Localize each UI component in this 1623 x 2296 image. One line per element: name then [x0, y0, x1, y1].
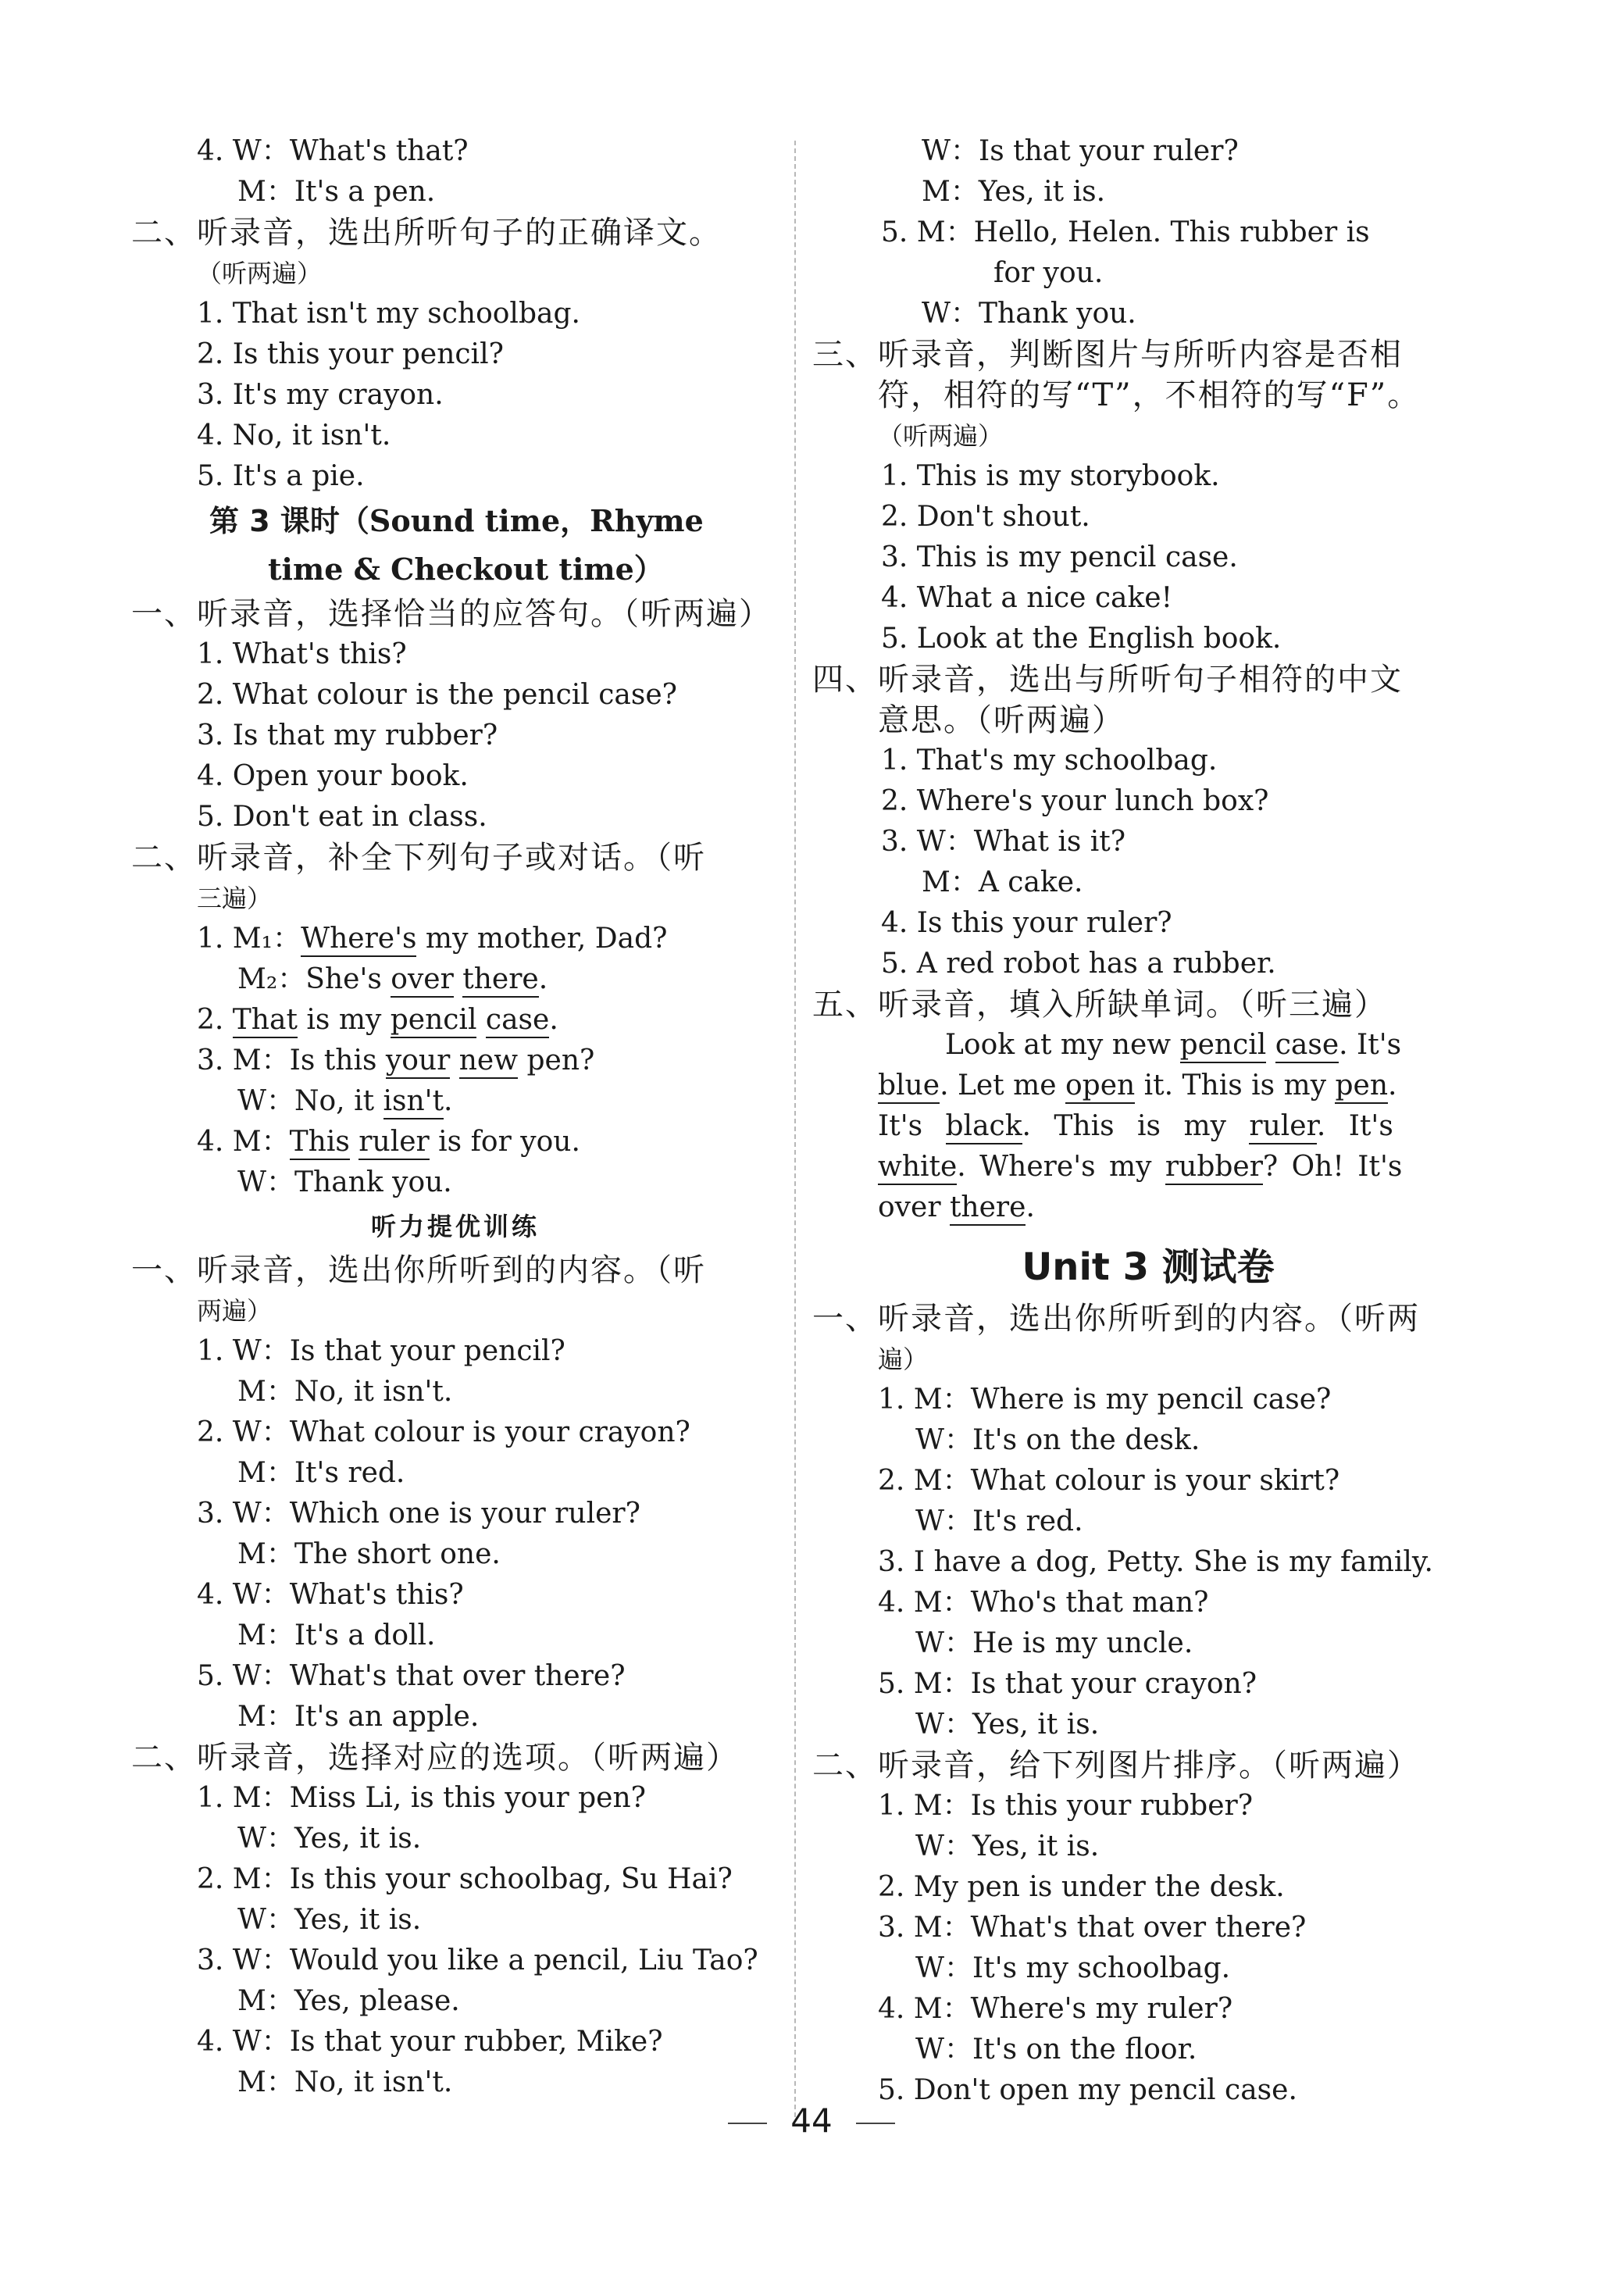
answer-blank: your	[386, 1044, 450, 1079]
list-item: 1. That's my schoolbag.	[881, 745, 1218, 777]
text: Look at my new	[945, 1029, 1180, 1061]
list-item: 2. M：Is this your schoolbag, Su Hai?	[197, 1863, 733, 1895]
list-item: 4. Open your book.	[197, 760, 469, 792]
text: . Let me	[940, 1069, 1065, 1102]
right-column	[812, 131, 1484, 2111]
lesson-title-en: （Sound time，Rhyme	[339, 503, 704, 538]
section-heading: 二、听录音，给下列图片排序。（听两遍）	[812, 1748, 1420, 1784]
fill-item	[131, 1081, 779, 1122]
list-item: 5. Don't eat in class.	[197, 801, 487, 833]
section-heading-cont: 意思。（听两遍）	[878, 702, 1125, 738]
passage-line	[812, 1147, 1484, 1187]
list-item: M：A cake.	[922, 866, 1083, 898]
passage-line	[812, 1025, 1484, 1066]
left-column	[131, 131, 779, 2103]
list-item: 2. W：What colour is your crayon?	[197, 1416, 690, 1448]
text: over	[878, 1191, 950, 1223]
section-heading: 二、听录音，选出所听句子的正确译文。	[131, 215, 722, 251]
text: is my	[297, 1004, 391, 1036]
answer-blank: new	[459, 1044, 518, 1079]
list-item: 5. W：What's that over there?	[197, 1660, 626, 1692]
list-item: 3. W：Would you like a pencil, Liu Tao?	[197, 1944, 758, 1976]
fill-item	[131, 1041, 779, 1081]
column-divider	[794, 141, 796, 2117]
list-item: 2. My pen is under the desk.	[878, 1871, 1285, 1903]
list-item: 5. Don't open my pencil case.	[878, 2074, 1297, 2106]
list-item: 3. M：What's that over there?	[878, 1912, 1307, 1944]
text: .	[1388, 1069, 1397, 1102]
training-heading: 听力提优训练	[370, 1212, 540, 1241]
list-item: 4. Is this your ruler?	[881, 907, 1172, 939]
list-item: 5. M：Is that your crayon?	[878, 1668, 1257, 1700]
text	[476, 1004, 485, 1036]
text: ? Oh! It's	[1262, 1151, 1403, 1183]
text: W：No, it	[237, 1085, 383, 1117]
list-item: 3. Is that my rubber?	[197, 720, 498, 752]
page-number	[0, 2101, 1623, 2140]
list-item: 5. M：Hello, Helen. This rubber is	[881, 216, 1370, 248]
text: .	[549, 1004, 558, 1036]
lesson-title	[131, 497, 779, 545]
text: 2.	[197, 1004, 233, 1036]
answer-blank: open	[1065, 1069, 1135, 1104]
text: 3. M：Is this	[197, 1044, 386, 1077]
list-item: 2. Don't shout.	[881, 501, 1090, 533]
list-item: W：Yes, it is.	[915, 1830, 1100, 1862]
answer-blank: case	[1275, 1029, 1339, 1063]
text: is for you.	[429, 1126, 580, 1158]
text: M₂：She's	[237, 963, 391, 995]
list-item: M：It's red.	[237, 1457, 405, 1489]
section-note: 两遍）	[197, 1296, 273, 1326]
answer-blank: This	[290, 1126, 350, 1160]
list-item: 4. What a nice cake!	[881, 582, 1173, 614]
passage-line	[812, 1187, 1484, 1228]
page-number-dash	[856, 2123, 895, 2124]
list-item: W：It's on the floor.	[915, 2034, 1197, 2066]
list-item: 4. M：Who's that man?	[878, 1587, 1209, 1619]
text: pen?	[518, 1044, 595, 1077]
answer-blank: pencil	[1180, 1029, 1267, 1063]
text: . It's	[1339, 1029, 1402, 1061]
list-item: 5. Look at the English book.	[881, 623, 1282, 655]
list-item: W：Yes, it is.	[237, 1823, 422, 1855]
list-item: W：Yes, it is.	[915, 1709, 1100, 1741]
text	[350, 1126, 358, 1158]
list-item: 5. It's a pie.	[197, 460, 365, 492]
list-item: M：No, it isn't.	[237, 2066, 453, 2098]
answer-blank: That	[233, 1004, 298, 1038]
list-item: 1. W：Is that your pencil?	[197, 1335, 565, 1367]
passage-line	[812, 1066, 1484, 1106]
list-item: 3. I have a dog, Petty. She is my family.	[878, 1546, 1433, 1578]
list-item: 3. It's my crayon.	[197, 379, 444, 411]
fill-item	[131, 1000, 779, 1041]
answer-blank: pen	[1335, 1069, 1388, 1104]
text: .	[538, 963, 548, 995]
text-line: 4. W：What's that?	[197, 135, 469, 167]
page-number-value: 44	[790, 2101, 833, 2140]
text: my mother, Dad?	[416, 923, 668, 955]
section-heading: 二、听录音，补全下列句子或对话。（听	[131, 840, 706, 876]
answer-blank: white	[878, 1151, 957, 1185]
list-item: M：It's a doll.	[237, 1619, 436, 1651]
fill-item	[131, 1122, 779, 1162]
text	[450, 1044, 458, 1077]
list-item: 2. What colour is the pencil case?	[197, 679, 677, 711]
list-item: 1. M：Miss Li, is this your pen?	[197, 1782, 646, 1814]
list-item: 4. W：What's this?	[197, 1579, 464, 1611]
list-item: 5. A red robot has a rubber.	[881, 948, 1276, 980]
text-line: W：Thank you.	[922, 298, 1136, 330]
answer-blank: case	[486, 1004, 549, 1038]
answer-blank: pencil	[391, 1004, 477, 1038]
section-heading: 一、听录音，选出你所听到的内容。（听两	[812, 1301, 1420, 1337]
list-item: 1. This is my storybook.	[881, 460, 1220, 492]
text: .	[1026, 1191, 1035, 1223]
list-item: 1. What's this?	[197, 638, 407, 670]
text: 1. M₁：	[197, 923, 301, 955]
list-item: 4. No, it isn't.	[197, 420, 391, 452]
list-item: 2. Is this your pencil?	[197, 338, 504, 370]
list-item: 3. This is my pencil case.	[881, 541, 1238, 573]
section-heading: 二、听录音，选择对应的选项。（听两遍）	[131, 1740, 739, 1776]
list-item: 2. M：What colour is your skirt?	[878, 1465, 1340, 1497]
list-item: M：It's an apple.	[237, 1701, 480, 1733]
text: 4. M：	[197, 1126, 290, 1158]
list-item: W：Yes, it is.	[237, 1904, 422, 1936]
text	[454, 963, 462, 995]
section-heading-cont: 符，相符的写“T”，不相符的写“F”。	[878, 377, 1421, 413]
answer-blank: ruler	[358, 1126, 429, 1160]
section-heading: 三、听录音，判断图片与所听内容是否相	[812, 337, 1403, 373]
list-item: 3. W：Which one is your ruler?	[197, 1498, 640, 1530]
unit-test-title: Unit 3 测试卷	[1022, 1245, 1275, 1289]
section-heading: 四、听录音，选出与所听句子相符的中文	[812, 662, 1403, 698]
list-item: 2. Where's your lunch box?	[881, 785, 1269, 817]
list-item: 3. W：What is it?	[881, 826, 1126, 858]
answer-blank: blue	[878, 1069, 940, 1104]
answer-blank: Where's	[301, 923, 416, 957]
list-item: W：It's red.	[915, 1505, 1083, 1537]
section-heading: 一、听录音，选出你所听到的内容。（听	[131, 1252, 706, 1288]
section-note: 遍）	[878, 1344, 929, 1374]
page-number-dash	[728, 2123, 767, 2124]
answer-blank: there	[462, 963, 538, 998]
list-item: 1. M：Where is my pencil case?	[878, 1384, 1332, 1416]
list-item: 4. M：Where's my ruler?	[878, 1993, 1233, 2025]
answer-blank: ruler	[1249, 1110, 1316, 1144]
text: it. This is my	[1135, 1069, 1336, 1102]
text-line: M：Yes, it is.	[922, 176, 1106, 208]
list-item: M：No, it isn't.	[237, 1376, 453, 1408]
answer-blank: isn't	[383, 1085, 444, 1119]
text: .	[444, 1085, 453, 1117]
text: It's	[878, 1110, 946, 1142]
list-item: 1. That isn't my schoolbag.	[197, 298, 580, 330]
passage-line	[812, 1106, 1484, 1147]
list-item: W：It's my schoolbag.	[915, 1952, 1231, 1984]
answer-blank: rubber	[1165, 1151, 1263, 1185]
answer-blank: black	[946, 1110, 1022, 1144]
section-heading: 五、听录音，填入所缺单词。（听三遍）	[812, 987, 1387, 1023]
lesson-title-cn: 第 3 课时	[209, 504, 340, 538]
text-line: for you.	[993, 257, 1104, 289]
text	[1266, 1029, 1275, 1061]
list-item: W：He is my uncle.	[915, 1627, 1193, 1659]
text: . It's	[1316, 1110, 1393, 1142]
answer-blank: there	[950, 1191, 1026, 1226]
section-note: （听两遍）	[197, 259, 323, 288]
list-item: 1. M：Is this your rubber?	[878, 1790, 1254, 1822]
fill-item	[131, 919, 779, 959]
list-item: W：It's on the desk.	[915, 1424, 1200, 1456]
fill-item	[131, 959, 779, 1000]
section-note: （听两遍）	[878, 421, 1004, 451]
section-heading: 一、听录音，选择恰当的应答句。（听两遍）	[131, 596, 772, 632]
section-note: 三遍）	[197, 884, 273, 913]
text: . Where's my	[957, 1151, 1165, 1183]
text-line: W：Thank you.	[237, 1166, 452, 1198]
text-line: W：Is that your ruler?	[922, 135, 1239, 167]
list-item: M：Yes, please.	[237, 1985, 460, 2017]
text: . This is my	[1022, 1110, 1250, 1142]
text-line: M：It's a pen.	[237, 176, 436, 208]
answer-blank: over	[391, 963, 454, 998]
lesson-title-line2: time & Checkout time）	[268, 552, 664, 587]
list-item: M：The short one.	[237, 1538, 501, 1570]
list-item: 4. W：Is that your rubber, Mike?	[197, 2026, 663, 2058]
